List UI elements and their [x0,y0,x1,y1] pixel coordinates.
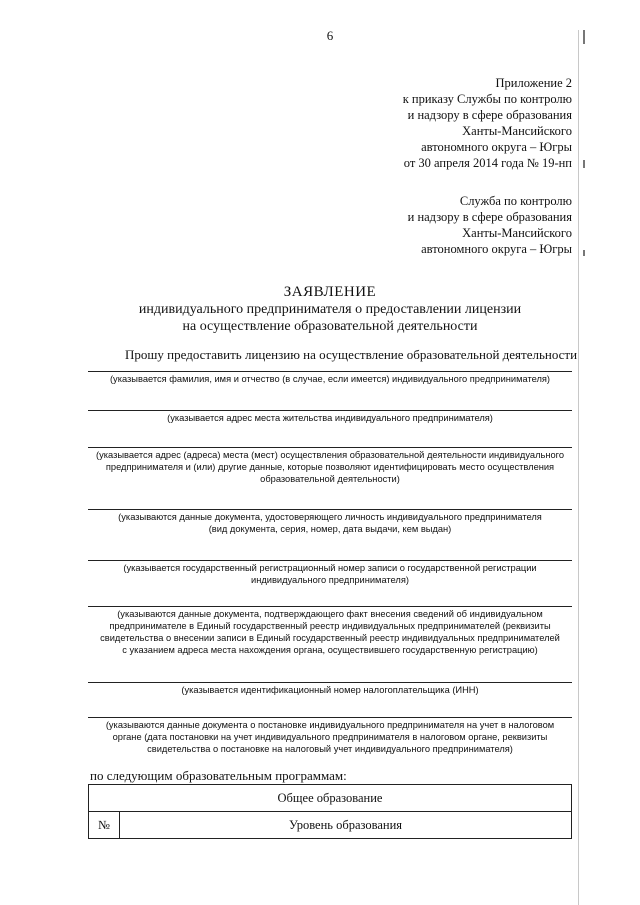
field-registration-number [88,560,572,586]
field-caption: (указывается идентификационный номер налогоплательщика (ИНН) [181,685,479,695]
addressee-line: и надзору в сфере образования [407,210,572,224]
request-text: Прошу предоставить лицензию на осуществление образовательной деятельности [125,347,578,362]
field-tax-registration [88,717,572,755]
field-egrip-document [88,606,572,656]
field-residence-address [88,410,572,424]
appendix-line: Приложение 2 [495,76,572,90]
document-subtitle-line: индивидуального предпринимателя о предоставлении лицензии [138,302,522,317]
appendix-note [403,75,572,171]
number-column-header: № [89,812,120,839]
section-header-cell: Общее образование [89,785,572,812]
title-block [80,283,580,335]
field-caption: индивидуального предпринимателя) [251,575,409,585]
field-caption: (указываются данные документа, удостоверяющего личность индивидуального предпринимателя [118,512,542,522]
appendix-line: от 30 апреля 2014 года № 19-нп [403,156,572,170]
field-caption: предпринимателя и (или) другие данные, которые позволяют идентифицировать место осуществления [105,462,555,472]
appendix-line: к приказу Службы по контролю [402,92,572,106]
field-caption: свидетельства о внесении записи в Единый государственный реестр индивидуальных предпринимателей [100,633,560,643]
addressee-line: Ханты-Мансийского [462,226,572,240]
document-subtitle-line: на осуществление образовательной деятельности [182,319,478,334]
field-caption: органе (дата постановки на учет индивидуального предпринимателя в налоговом органе, реквизиты [112,732,548,742]
addressee-line: автономного округа – Югры [421,242,572,256]
addressee-block [408,193,572,257]
field-caption: (указывается государственный регистрационный номер записи о государственной регистрации [123,563,537,573]
addressee-line: Служба по контролю [459,194,572,208]
table-row [89,785,572,812]
field-caption: (вид документа, серия, номер, дата выдачи, кем выдан) [208,524,452,534]
field-identity-document [88,509,572,535]
scan-edge-mark [583,160,585,168]
page-edge-line [578,30,579,905]
programs-label: по следующим образовательным программам: [90,768,347,783]
field-caption: с указанием адреса места нахождения органа, осуществившего государственную регистрацию) [122,645,538,655]
field-caption: (указываются данные документа, подтверждающего факт внесения сведений об индивидуальном [117,609,543,619]
field-caption: (указываются данные документа о постановке индивидуального предпринимателя на учет в налоговом [105,720,555,730]
field-caption: (указывается адрес (адреса) места (мест) осуществления образовательной деятельности индивидуального [96,450,564,460]
field-caption: (указывается фамилия, имя и отчество (в случае, если имеется) индивидуального предпринимателя) [109,374,551,384]
page-number: 6 [326,28,334,43]
field-caption: предпринимателе в Единый государственный реестр индивидуальных предпринимателей (реквизиты [109,621,551,631]
field-inn [88,682,572,696]
appendix-line: и надзору в сфере образования [407,108,572,122]
scan-edge-mark [583,250,585,256]
field-activity-address [88,447,572,485]
document-title: ЗАЯВЛЕНИЕ [283,284,377,300]
field-caption: свидетельства о постановке на налоговый учет индивидуального предпринимателя) [147,744,513,754]
field-caption: образовательной деятельности) [260,474,400,484]
field-caption: (указывается адрес места жительства индивидуального предпринимателя) [167,413,493,423]
appendix-line: автономного округа – Югры [421,140,572,154]
level-column-header: Уровень образования [120,812,572,839]
programs-table [88,784,572,839]
table-row [89,812,572,839]
field-full-name [88,371,572,385]
appendix-line: Ханты-Мансийского [462,124,572,138]
